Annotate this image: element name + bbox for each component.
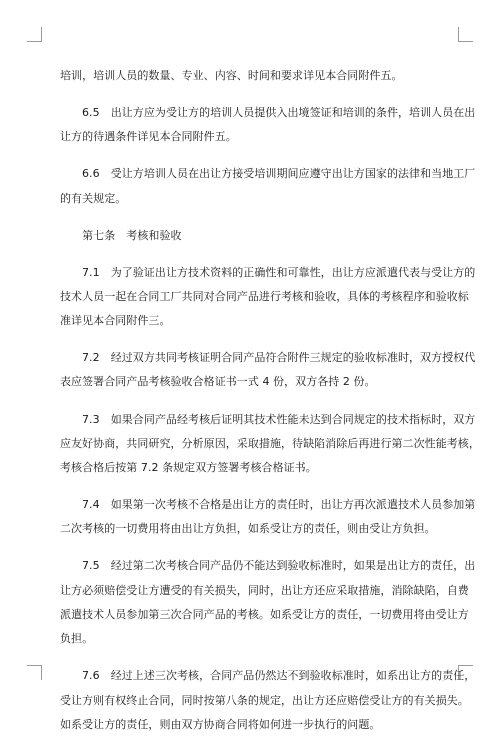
paragraph <box>60 64 440 88</box>
paragraph-line: 二次考核的一切费用将由出让方负担，如系受让方的责任，则由受让方负担。 <box>60 522 436 536</box>
paragraph <box>60 664 476 737</box>
paragraph-line: 负担。 <box>60 632 94 646</box>
paragraph-line: 让方的待遇条件详见本合同附件五。 <box>60 130 237 144</box>
paragraph <box>60 101 476 150</box>
paragraph-line: 7.3 如果合同产品经考核后证明其技术性能未达到合同规定的技术指标时，双方 <box>82 412 476 426</box>
paragraph-line: 的有关规定。 <box>60 191 127 205</box>
paragraph-line: 第七条 考核和验收 <box>60 228 182 242</box>
paragraph-line: 考核合格后按第 7.2 条规定双方签署考核合格证书。 <box>60 461 317 475</box>
paragraph <box>60 162 476 211</box>
crop-mark-top-left <box>27 27 42 42</box>
paragraph-line: 准详见本合同附件三。 <box>60 314 171 328</box>
paragraph-line: 表应签署合同产品考核验收合格证书一式 4 份，双方各持 2 份。 <box>60 375 376 389</box>
paragraph-line: 如系受让方的责任，则由双方协商合同将如何进一步执行的问题。 <box>60 717 381 731</box>
crop-mark-bottom-left <box>27 665 42 680</box>
paragraph <box>60 554 476 651</box>
paragraph-line: 应友好协商，共同研究，分析原因，采取措施，待缺陷消除后再进行第二次性能考核， <box>60 436 480 450</box>
paragraph-line: 7.6 经过上述三次考核，合同产品仍然达不到验收标准时，如系出让方的责任， <box>82 669 476 683</box>
paragraph-line: 7.5 经过第二次考核合同产品仍不能达到验收标准时，如果是出让方的责任，出 <box>82 559 476 573</box>
paragraph-line: 7.2 经过双方共同考核证明合同产品符合附件三规定的验收标准时，双方授权代 <box>82 351 476 365</box>
paragraph-line: 7.4 如果第一次考核不合格是出让方的责任时，出让方再次派遣技术人员参加第 <box>82 498 476 512</box>
paragraph-line: 派遣技术人员参加第三次合同产品的考核。如系受让方的责任，一切费用将由受让方 <box>60 607 469 621</box>
paragraph <box>60 408 480 481</box>
paragraph-line: 技术人员一起在合同工厂共同对合同产品进行考核和验收，具体的考核程序和验收标 <box>60 289 469 303</box>
paragraph-line: 让方必须赔偿受让方遭受的有关损失，同时，出让方还应采取措施，消除缺陷，自费 <box>60 583 469 597</box>
paragraph <box>60 224 440 248</box>
paragraph-line: 7.1 为了验证出让方技术资料的正确性和可靠性，出让方应派遣代表与受让方的 <box>82 265 476 279</box>
paragraph-line: 6.5 出让方应为受让方的培训人员提供入出境签证和培训的条件，培训人员在出 <box>82 106 476 119</box>
paragraph-line: 6.6 受让方培训人员在出让方接受培训期间应遵守出让方国家的法律和当地工厂 <box>82 167 476 181</box>
paragraph <box>60 261 476 334</box>
crop-mark-top-right <box>458 27 473 42</box>
paragraph <box>60 493 476 542</box>
paragraph-line: 受让方则有权终止合同，同时按第八条的规定，出让方还应赔偿受让方的有关损失。 <box>60 693 469 707</box>
paragraph-line: 培训，培训人员的数量、专业、内容、时间和要求详见本合同附件五。 <box>60 69 403 82</box>
paragraph <box>60 346 476 395</box>
